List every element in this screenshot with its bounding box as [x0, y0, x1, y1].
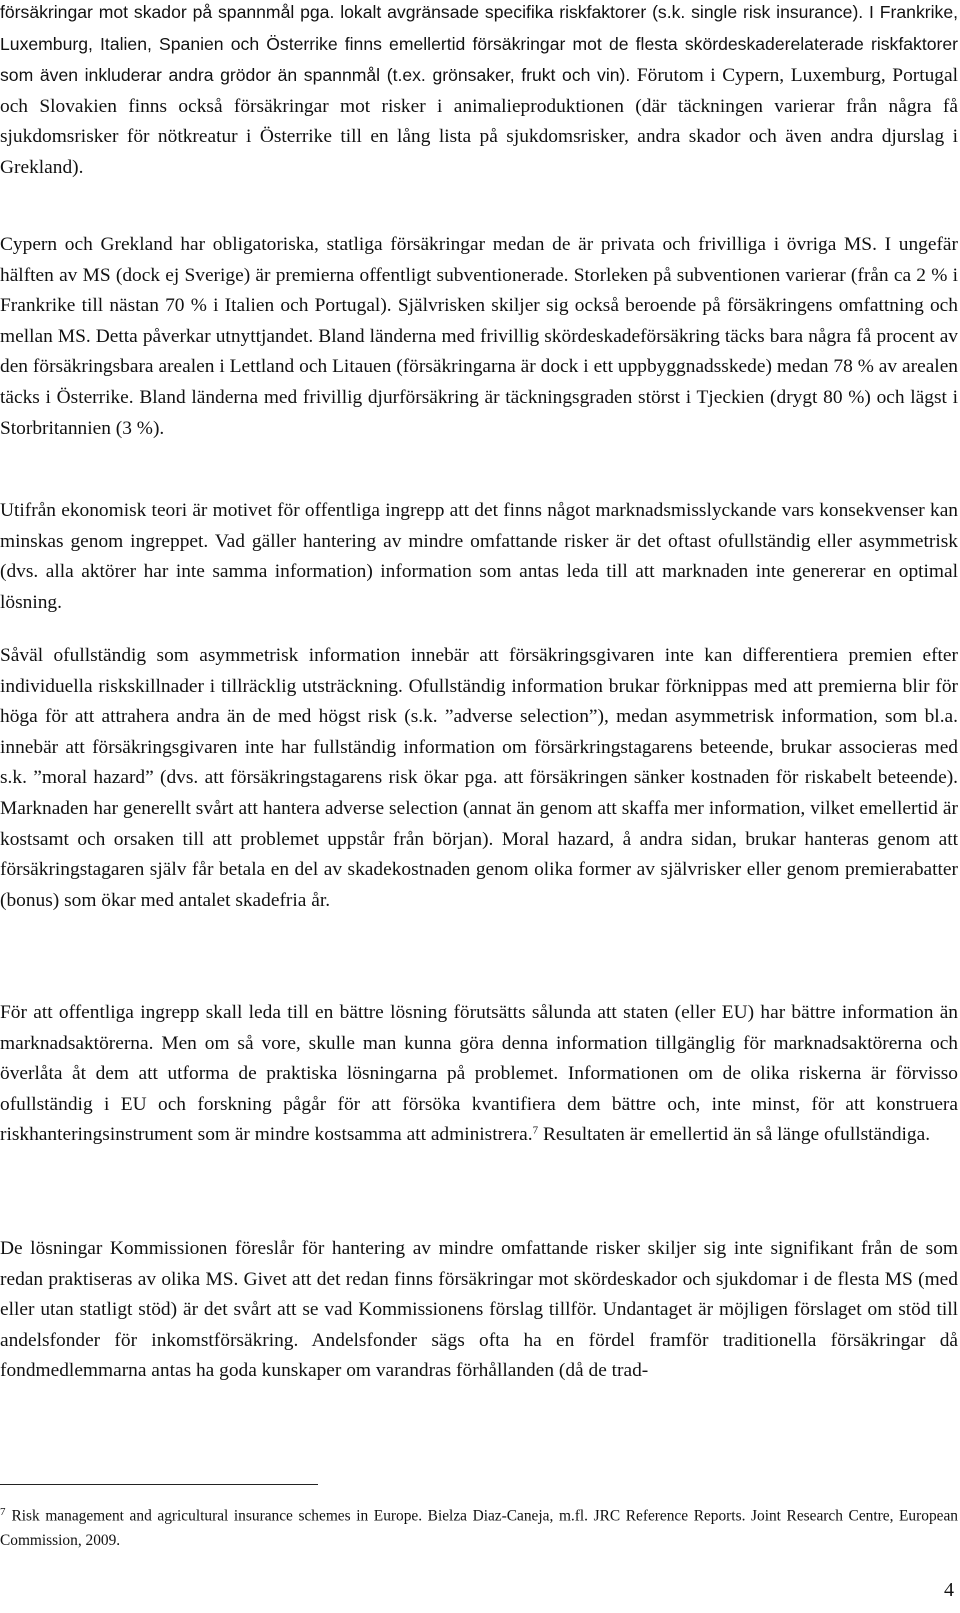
paragraph-public-intervention: [0, 998, 958, 1151]
paragraph-insurance-coverage: [0, 0, 958, 184]
paragraph-insurance-coverage-serif-part: Förutom i Cypern, Luxemburg, Portugal och Slovakien finns också försäkringar mot risker i animalieproduktionen (där täckningen varierar från några få sjukdomsrisker för nötkreatur i Österrike till en lång lista på sjukdomsrisker, andra skador och även andra djurslag i Grekland).: [0, 65, 958, 178]
paragraph-obligatory-insurance: Cypern och Grekland har obligatoriska, statliga försäkringar medan de är privata och frivilliga i övriga MS. I ungefär hälften av MS (dock ej Sverige) är premierna offentligt subventionerade. Storleken på subventionen varierar (från ca 2 % i Frankrike till nästan 70 % i Italien och Portugal). Självrisken skiljer sig också beroende på försäkringens omfattning och mellan MS. Detta påverkar utnyttjandet. Bland länderna med frivillig skördeskadeförsäkring täcks bara några få procent av den försäkringsbara arealen i Lettland och Litauen (försäkringarna är dock i ett uppbyggnadsskede) medan 78 % av arealen täcks i Österrike. Bland länderna med frivillig djurförsäkring är täckningsgraden störst i Tjeckien (drygt 80 %) och lägst i Storbritannien (3 %).: [0, 234, 958, 439]
page-number: 4: [944, 1579, 954, 1601]
paragraph-economic-theory: Utifrån ekonomisk teori är motivet för offentliga ingrepp att det finns något marknadsmisslyckande vars konsekvenser kan minskas genom ingreppet. Vad gäller hantering av mindre omfattande risker är det oftast ofullständig eller asymmetrisk (dvs. alla aktörer har inte samma information) information som antas leda till att marknaden inte genererar en optimal lösning.: [0, 500, 958, 613]
paragraph-commission-proposals: De lösningar Kommissionen föreslår för hantering av mindre omfattande risker skiljer sig inte signifikant från de som redan praktiseras av olika MS. Givet att det redan finns försäkringar mot skördeskador och sjukdomar i de flesta MS (med eller utan statligt stöd) är det svårt att se vad Kommissionens förslag tillför. Undantaget är möjligen förslaget om stöd till andelsfonder för inkomstförsäkring. Andelsfonder sägs ofta ha en fördel framför traditionella försäkringar då fondmedlemmarna antas ha goda kunskaper om varandras förhållanden (då de trad-: [0, 1238, 958, 1382]
footnote-divider: [0, 1484, 318, 1485]
paragraph-asymmetric-information: Såväl ofullständig som asymmetrisk information innebär att försäkringsgivaren inte kan differentiera premien efter individuella riskskillnader i tillräcklig utsträckning. Ofullständig information brukar förknippas med att premierna blir för höga för att attrahera andra än de med högst risk (s.k. ”adverse selection”), medan asymmetrisk information, som bl.a. innebär att försäkringsgivaren inte har fullständig information om försärkringstagarens beteende, brukar associeras med s.k. ”moral hazard” (dvs. att försäkringstagarens risk ökar pga. att försäkringen sänker kostnaden för riskabelt beteende). Marknaden har generellt svårt att hantera adverse selection (annat än genom att skaffa mer information, vilket emellertid är kostsamt och orsaken till att problemet uppstår från början). Moral hazard, å andra sidan, brukar hanteras genom att försäkringstagaren själv får betala en del av skadekostnaden genom olika former av självrisker eller genom premierabatter (bonus) som ökar med antalet skadefria år.: [0, 645, 958, 911]
paragraph-public-intervention-tail: Resultaten är emellertid än så länge ofullständiga.: [538, 1124, 931, 1146]
footnote-text: Risk management and agricultural insurance schemes in Europe. Bielza Diaz-Caneja, m.fl. JRC Reference Reports. Joint Research Centre, European Commission, 2009.: [0, 1507, 958, 1549]
footnote: [0, 1500, 958, 1553]
footnote-reference: 7: [532, 1124, 539, 1137]
paragraph-insurance-coverage-sans-part: försäkringar mot skador på spannmål pga. lokalt avgränsade specifika riskfaktorer (s.k. single risk insurance). I Frankrike, Luxemburg, Italien, Spanien och Österrike finns emellertid försäkringar mot de flesta skördeskaderelaterade riskfaktorer som även inkluderar andra grödor än spannmål (t.ex. grönsaker, frukt och vin).: [0, 2, 958, 86]
paragraph-public-intervention-main: För att offentliga ingrepp skall leda till en bättre lösning förutsätts sålunda att staten (eller EU) har bättre information än marknadsaktörerna. Men om så vore, skulle man kunna göra denna information tillgänglig för marknadsaktörerna och överlåta åt dem att utforma de praktiska lösningarna på problemet. Informationen om de olika riskerna är förvisso ofullständig i EU och forskning pågår för att försöka kvantifiera dem bättre och, inte minst, för att konstruera riskhanteringsinstrument som är mindre kostsamma att administrera.: [0, 1002, 958, 1146]
footnote-number: 7: [0, 1506, 6, 1518]
